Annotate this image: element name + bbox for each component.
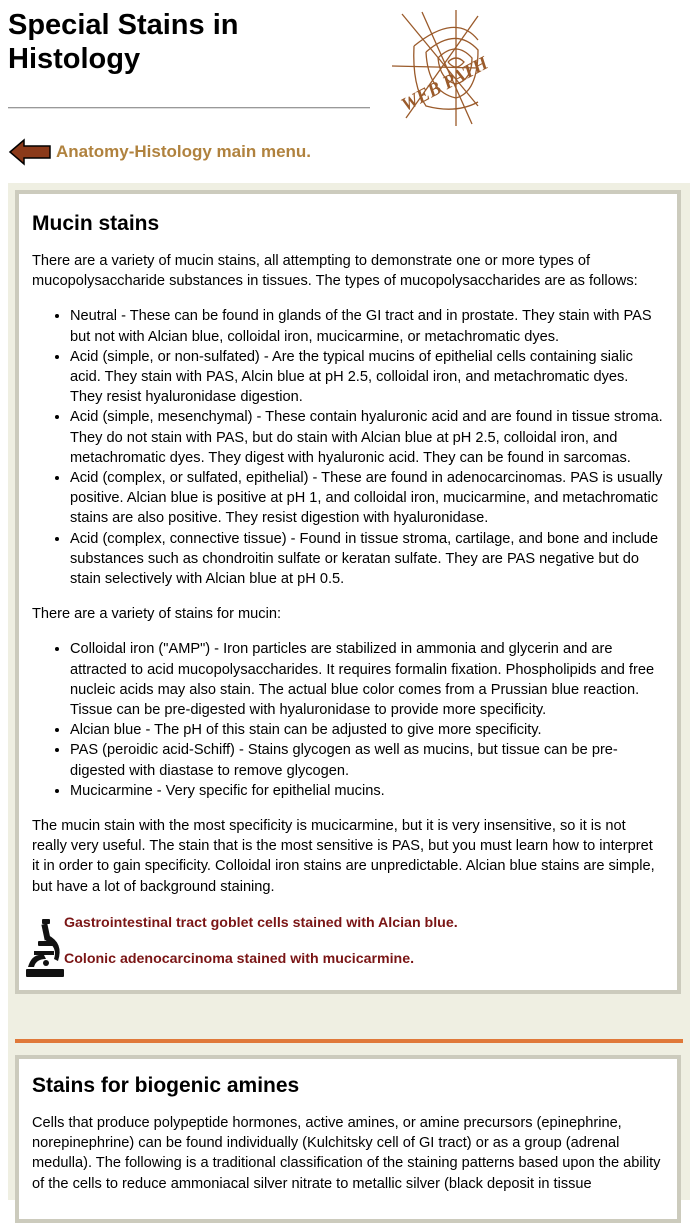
list-item: • Acid (simple, mesenchymal) - These contain hyaluronic acid and are found in tissue stroma. They do not stain with PAS, but do stain with Alcian blue at pH 2.5, colloidal iron, and metachromatic dyes. They digest with hyaluronic acid. They can be found in sarcomas. [70,407,664,468]
page-title [8,8,238,76]
mucin-intro: There are a variety of mucin stains, all attempting to demonstrate one or more types of mucopolysaccharide substances in tissues. The types of mucopolysaccharides are as follows: [32,253,638,290]
list-item: • Acid (simple, or non-sulfated) - Are the typical mucins of epithelial cells containing sialic acid. They stain with PAS, Alcin blue at pH 2.5, colloidal iron, and metachromatic dyes. They resist hyaluronidase digestion. [70,347,664,408]
mucin-section [15,190,681,994]
amines-intro: Cells that produce polypeptide hormones, active amines, or amine precursors (epinephrine, norepinephrine) can be found individually (Kulchitsky cell of GI tract) or as a group (adrenal medulla). The following is a traditional classification of the staining patterns based upon the ability of the cells to reduce ammoniacal silver nitrate to metallic silver (black deposit in tissue [32,1115,661,1192]
image-links [32,915,664,985]
anatomy-histology-menu-link[interactable]: Anatomy-Histology main menu. [56,142,312,161]
list-item: • Acid (complex, connective tissue) - Found in tissue stroma, cartilage, and bone and include substances such as chondroitin sulfate or keratan sulfate. They are PAS negative but do stain selectively with Alcian blue at pH 0.5. [70,529,664,590]
nav-back[interactable] [8,137,311,167]
page-title-line2: Histology [8,43,141,75]
list-item: • PAS (peroidic acid-Schiff) - Stains glycogen as well as mucins, but tissue can be pre-digested with diastase to remove glycogen. [70,740,664,780]
webpath-logo [362,6,492,128]
mucin-summary: The mucin stain with the most specificity is mucicarmine, but it is very insensitive, so it is not really very useful. The stain that is the most sensitive is PAS, but you must learn how to interpret it in order to gain specificity. Colloidal iron stains are unpredictable. Alcian blue stains are simple, but have a lot of background staining. [32,818,655,895]
list-item: • Neutral - These can be found in glands of the GI tract and in prostate. They stain with PAS but not with Alcian blue, colloidal iron, mucicarmine, or metachromatic dyes. [70,306,664,346]
mucicarmine-image-link[interactable]: Colonic adenocarcinoma stained with mucicarmine. [64,950,415,967]
page-header [0,0,698,161]
svg-text:WEB PATH: WEB PATH [397,52,492,117]
header-divider [8,107,370,109]
page-title-line1: Special Stains in [8,9,239,41]
mucin-types-list [32,306,664,589]
mucin-heading: Mucin stains [32,212,160,235]
stains-intro: There are a variety of stains for mucin: [32,606,282,623]
biogenic-amines-section [15,1055,681,1223]
mucin-stains-list [32,639,664,801]
microscope-icon [24,917,68,979]
back-arrow-icon[interactable] [8,138,52,166]
alcian-blue-image-link[interactable]: Gastrointestinal tract goblet cells stained with Alcian blue. [64,914,458,931]
content-frame [8,183,690,1200]
amines-heading: Stains for biogenic amines [32,1074,300,1097]
section-divider [15,1039,683,1043]
list-item: • Colloidal iron ("AMP") - Iron particles are stabilized in ammonia and glycerin and are attracted to acid mucopolysaccharides. It requires formalin fixation. Phospholipids and free nucleic acids may also stain. The actual blue color comes from a Prussian blue reaction. Tissue can be pre-digested with hyaluronidase to provide more specificity. [70,639,664,720]
list-item: • Acid (complex, or sulfated, epithelial) - These are found in adenocarcinomas. PAS is usually positive. Alcian blue is positive at pH 1, and colloidal iron, mucicarmine, and metachromatic stains are also positive. They resist digestion with hyaluronidase. [70,468,664,529]
list-item: • Alcian blue - The pH of this stain can be adjusted to give more specificity. [70,720,664,740]
list-item: • Mucicarmine - Very specific for epithelial mucins. [70,781,664,801]
